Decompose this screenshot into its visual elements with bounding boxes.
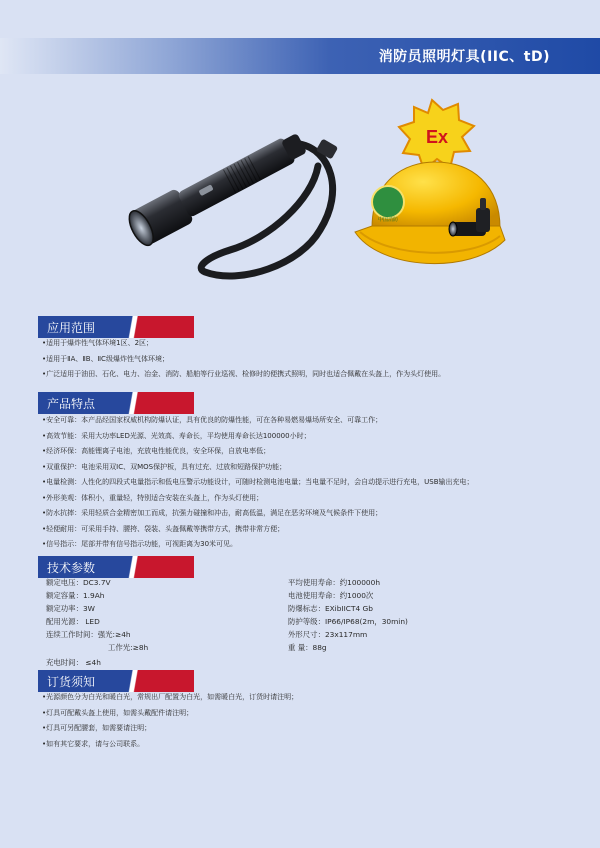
heading-stripe xyxy=(124,392,194,414)
section-ordering-heading xyxy=(38,670,194,692)
spec-value: 重 量：88g xyxy=(288,643,327,652)
ex-mark: Ex xyxy=(425,127,449,147)
list-item: •光源颜色分为白光和暖白光，常规出厂配置为白光，如需暖白光，订货时请注明； xyxy=(42,693,299,701)
section-application-heading xyxy=(38,316,194,338)
list-item: •广泛适用于油田、石化、电力、冶金、消防、船舶等行业巡视、检修时的便携式照明，同时也适合佩戴在头盔上，作为头灯使用。 xyxy=(42,370,446,378)
list-item: •如有其它要求，请与公司联系。 xyxy=(42,739,145,748)
specs-table xyxy=(46,577,566,667)
list-item: •高效节能：采用大功率LED光源、光效高、寿命长，平均使用寿命长达100000小时； xyxy=(42,431,311,440)
spec-value: 额定电压：DC3.7V xyxy=(46,578,111,587)
spec-value: 防爆标志：EXibIICT4 Gb xyxy=(288,604,373,613)
features-heading-text: 产品特点 xyxy=(47,397,96,411)
helmet-with-headlamp xyxy=(355,162,505,264)
list-item: •适用于ⅡA、ⅡB、ⅡC级爆炸性气体环境； xyxy=(42,354,169,363)
heading-stripe xyxy=(124,556,194,578)
spec-value: 工作光:≥8h xyxy=(108,643,149,652)
spec-value: 外形尺寸：23x117mm xyxy=(288,630,368,639)
features-list xyxy=(42,413,562,553)
application-heading-text: 应用范围 xyxy=(47,321,96,335)
product-illustration xyxy=(0,80,600,310)
list-item: •适用于爆炸性气体环境1区、2区； xyxy=(42,339,154,347)
list-item: •安全可靠：本产品经国家权威机构防爆认证，具有优良的防爆性能，可在各种易燃易爆场所安全、可靠工作； xyxy=(42,416,383,424)
spec-value: 平均使用寿命：约100000h xyxy=(288,578,381,587)
application-list xyxy=(42,336,562,383)
list-item: •信号指示：尾部并带有信号指示功能，可视距离为30米可见。 xyxy=(42,540,238,548)
spec-value: 电池使用寿命：约1000次 xyxy=(288,591,374,600)
list-item: •灯具可配戴头盔上使用，如需头戴配件请注明； xyxy=(42,708,194,717)
list-item: •轻便耐用：可采用手持、腰挎、袋装、头盔佩戴等携带方式，携带非常方便； xyxy=(42,524,285,533)
spec-value: 防护等级：IP66/IP68(2m，30min) xyxy=(288,617,408,626)
heading-stripe xyxy=(124,316,194,338)
spec-value: 充电时间： ≤4h xyxy=(46,658,101,667)
list-item: •灯具可另配腰套，如需要请注明； xyxy=(42,724,152,732)
spec-value: 额定容量：1.9Ah xyxy=(46,591,105,600)
list-item: •外形美观：体积小，重量轻，特别适合安装在头盔上，作为头灯使用； xyxy=(42,493,264,502)
list-item: •电量检测：人性化的四段式电量指示和低电压警示功能设计，可随时检测电池电量；当电量不足时，会自动提示进行充电，USB输出充电； xyxy=(42,478,474,486)
specs-heading-text: 技术参数 xyxy=(47,561,96,575)
heading-stripe xyxy=(124,670,194,692)
ordering-list xyxy=(42,690,562,752)
list-item: •经济环保：高能锂离子电池，充放电性能优良，安全环保，自放电率低； xyxy=(42,447,271,455)
spec-value: 连续工作时间：强光:≥4h xyxy=(46,630,131,639)
list-item: •防水抗摔：采用轻质合金精密加工而成，抗强力碰撞和冲击，耐高低温，满足在恶劣环境及气候条件下使用； xyxy=(42,509,383,517)
section-features-heading xyxy=(38,392,194,414)
helmet-logo: 中国消防 xyxy=(377,217,399,223)
ex-badge xyxy=(399,100,474,170)
list-item: •双重保护：电池采用双IC、双MOS保护板，具有过充、过放和短路保护功能； xyxy=(42,462,287,471)
section-specs-heading xyxy=(38,556,194,578)
title-bar xyxy=(0,38,600,74)
spec-value: 配用光源： LED xyxy=(46,617,100,626)
page-title: 消防员照明灯具(IIC、tD) xyxy=(378,49,550,65)
spec-value: 额定功率：3W xyxy=(46,604,95,613)
flashlight xyxy=(124,126,310,249)
ordering-heading-text: 订货须知 xyxy=(47,675,96,689)
